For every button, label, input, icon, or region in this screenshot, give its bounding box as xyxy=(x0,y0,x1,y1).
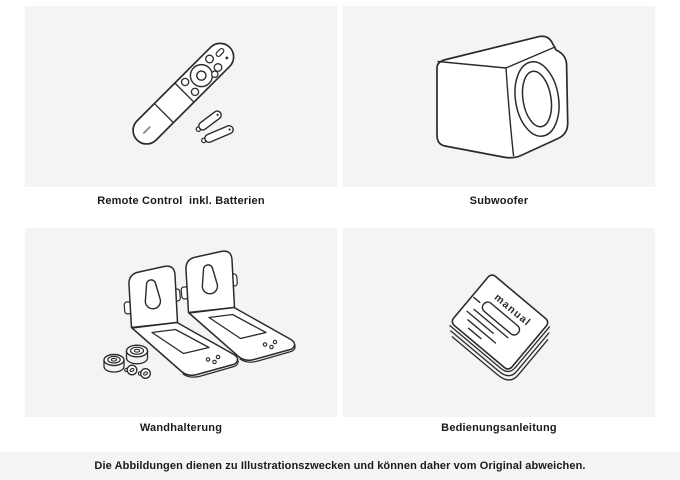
panel-manual xyxy=(343,228,655,452)
disclaimer-bar xyxy=(0,452,680,480)
panel-wall-mount xyxy=(25,228,337,452)
subwoofer-illustration xyxy=(343,6,655,187)
remote-control-icon xyxy=(25,6,337,187)
contents-row-1 xyxy=(25,6,655,228)
manual-illustration xyxy=(343,228,655,417)
panel-label-wall-mount: Wandhalterung xyxy=(139,422,223,434)
panel-label-manual: Bedienungsanleitung xyxy=(441,422,557,434)
manual-title-text: manual xyxy=(491,291,534,329)
remote-control-illustration xyxy=(25,6,337,187)
label-band xyxy=(343,187,655,228)
panel-label-subwoofer: Subwoofer xyxy=(469,195,529,207)
panel-remote-control xyxy=(25,6,337,228)
wall-mount-illustration xyxy=(25,228,337,417)
contents-row-2 xyxy=(25,228,655,452)
screws xyxy=(124,365,150,378)
battery-icon xyxy=(194,109,234,145)
label-band xyxy=(25,187,337,228)
manual-book-icon xyxy=(343,228,655,417)
disclaimer-text: Die Abbildungen dienen zu Illustrationszwecken und können daher vom Original abweichen. xyxy=(94,460,586,472)
panel-subwoofer xyxy=(343,6,655,228)
wall-mount-icon xyxy=(25,228,337,417)
subwoofer-icon xyxy=(343,6,655,187)
subwoofer-cube xyxy=(437,36,568,157)
manual-cover xyxy=(450,273,549,371)
label-band xyxy=(343,417,655,452)
label-band xyxy=(25,417,337,452)
panel-label-remote-control: Remote Control inkl. Batterien xyxy=(97,195,265,207)
